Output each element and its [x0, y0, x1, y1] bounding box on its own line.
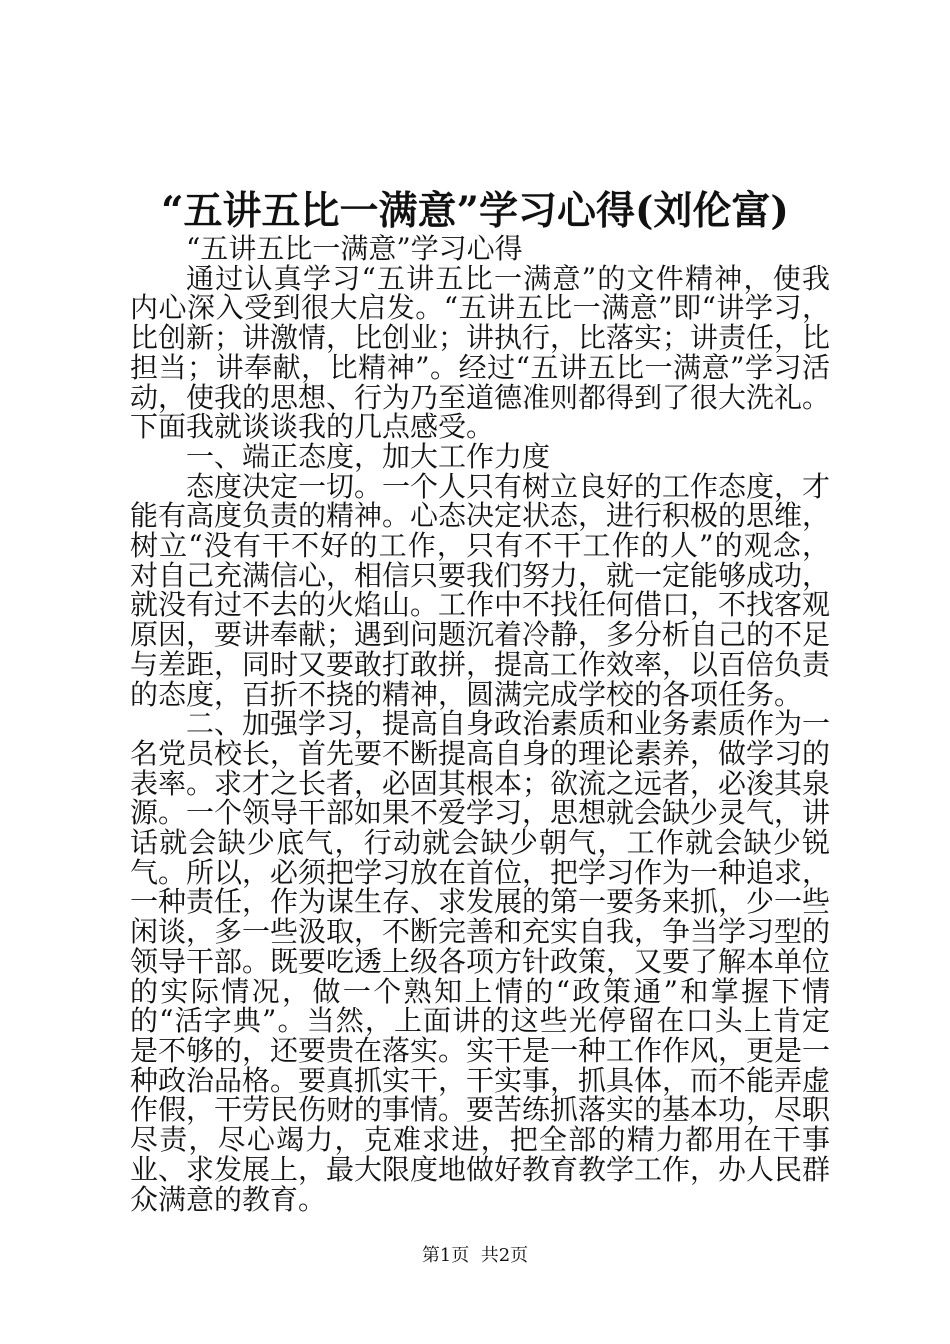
page-total: 共2页 — [480, 1245, 529, 1266]
page-number: 第1页 — [421, 1245, 470, 1266]
document-body — [130, 234, 830, 1214]
footer-spacer — [469, 1245, 480, 1266]
intro-paragraph: 通过认真学习“五讲五比一满意”的文件精神，使我内心深入受到很大启发。“五讲五比一满意”即“讲学习，比创新；讲激情，比创业；讲执行，比落实；讲责任，比担当；讲奉献，比精神”。经过“五讲五比一满意”学习活动，使我的思想、行为乃至道德准则都得到了很大洗礼。下面我就谈谈我的几点感受。 — [130, 261, 831, 444]
subtitle-paragraph: “五讲五比一满意”学习心得 — [186, 232, 523, 265]
document-title: “五讲五比一满意”学习心得(刘伦富) — [161, 188, 789, 234]
section-heading-1: 一、端正态度，加大工作力度 — [186, 439, 551, 473]
section-paragraph-1: 态度决定一切。一个人只有树立良好的工作态度，才能有高度负责的精神。心态决定状态，进行积极的思维，树立“没有干不好的工作，只有不干工作的人”的观念，对自己充满信心，相信只要我们努力，就一定能够成功，就没有过不去的火焰山。工作中不找任何借口，不找客观原因，要讲奉献；遇到问题沉着冷静，多分析自己的不足与差距，同时又要敢打敢拼，提高工作效率，以百倍负责的态度，百折不挠的精神，圆满完成学校的各项任务。 — [130, 469, 831, 711]
section-paragraph-2: 二、加强学习，提高自身政治素质和业务素质作为一名党员校长，首先要不断提高自身的理论素养，做学习的表率。求才之长者，必固其根本；欲流之远者，必浚其泉源。一个领导干部如果不爱学习，思想就会缺少灵气，讲话就会缺少底气，行动就会缺少朝气，工作就会缺少锐气。所以，必须把学习放在首位，把学习作为一种追求，一种责任，作为谋生存、求发展的第一要务来抓，少一些闲谈，多一些汲取，不断完善和充实自我，争当学习型的领导干部。既要吃透上级各项方针政策，又要了解本单位的实际情况，做一个熟知上情的“政策通”和掌握下情的“活字典”。当然，上面讲的这些光停留在口头上肯定是不够的，还要贵在落实。实干是一种工作作风，更是一种政治品格。要真抓实干，干实事，抓具体，而不能弄虚作假，干劳民伤财的事情。要苦练抓落实的基本功，尽职尽责，尽心竭力，克难求进，把全部的精力都用在干事业、求发展上，最大限度地做好教育教学工作，办人民群众满意的教育。 — [130, 707, 831, 1216]
page-footer — [0, 1244, 950, 1268]
